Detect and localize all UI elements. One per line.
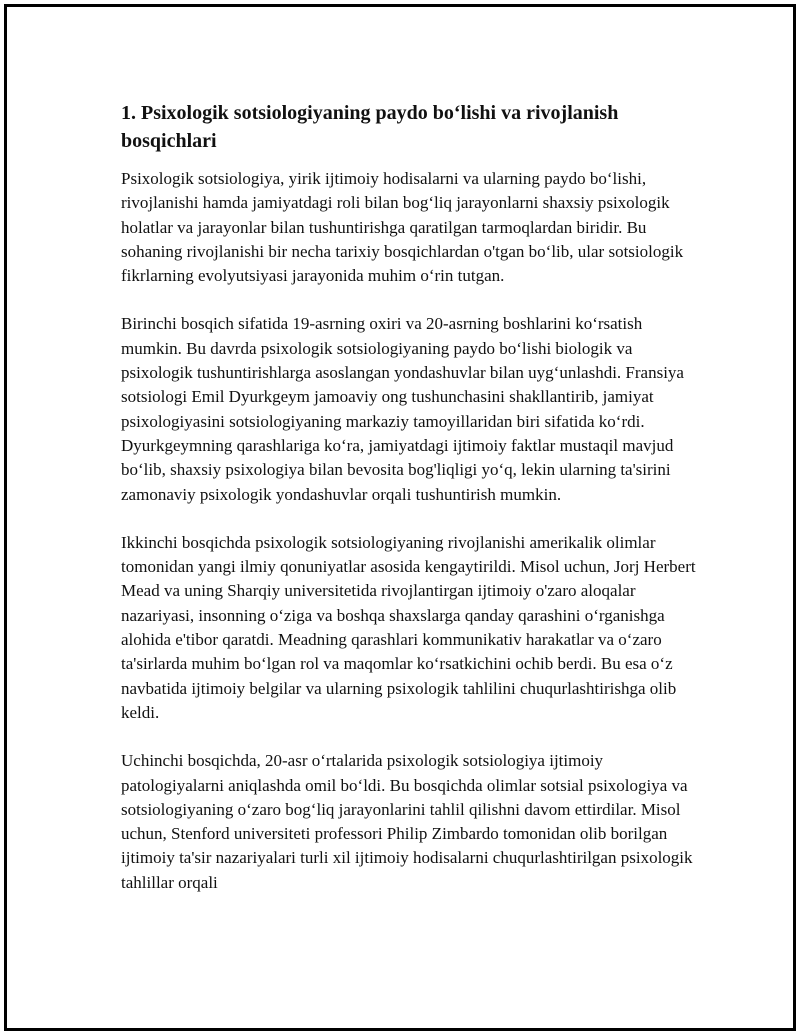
paragraph-second-stage: Ikkinchi bosqichda psixologik sotsiologiyaning rivojlanishi amerikalik olimlar tomonidan yangi ilmiy qonuniyatlar asosida kengaytirildi. Misol uchun, Jorj Herbert Mead va uning Sharqiy universitetida rivojlantirgan ijtimoiy o'zaro aloqalar nazariyasi, insonning o‘ziga va boshqa shaxslarga qanday qarashini o‘rganishga alohida e'tibor qaratdi. Meadning qarashlari kommunikativ harakatlar va o‘zaro ta'sirlarda muhim bo‘lgan rol va maqomlar ko‘rsatkichini ochib berdi. Bu esa o‘z navbatida ijtimoiy belgilar va ularning psixologik tahlilini chuqurlashtirishga olib keldi. bbox=[121, 532, 696, 722]
page-frame bbox=[4, 4, 796, 1031]
document-body bbox=[121, 99, 701, 919]
paragraph-intro: Psixologik sotsiologiya, yirik ijtimoiy hodisalarni va ularning paydo bo‘lishi, rivojlanishi hamda jamiyatdagi roli bilan bog‘liq jarayonlarni shaxsiy psixologik holatlar va jarayonlar bilan tushuntirishga qaratilgan tarmoqlardan biridir. Bu sohaning rivojlanishi bir necha tarixiy bosqichlardan o'tgan bo‘lib, ular sotsiologik fikrlarning evolyutsiyasi jarayonida muhim o‘rin tutgan. bbox=[121, 169, 684, 286]
paragraph-first-stage: Birinchi bosqich sifatida 19-asrning oxiri va 20-asrning boshlarini ko‘rsatish mumkin. Bu davrda psixologik sotsiologiyaning paydo bo‘lishi biologik va psixologik tushuntirishlarga asoslangan yondashuvlar bilan uyg‘unlashdi. Fransiya sotsiologi Emil Dyurkgeym jamoaviy ong tushunchasini shakllantirib, jamiyat psixologiyasini sotsiologiyaning markaziy tamoyillaridan biri sifatida ko‘rdi. Dyurkgeymning qarashlariga ko‘ra, jamiyatdagi ijtimoiy faktlar mustaqil mavjud bo‘lib, shaxsiy psixologiya bilan bevosita bog'liqligi yo‘q, lekin ularning ta'sirini zamonaviy psixologik yondashuvlar orqali tushuntirish mumkin. bbox=[121, 314, 684, 504]
paragraph-third-stage: Uchinchi bosqichda, 20-asr o‘rtalarida psixologik sotsiologiya ijtimoiy patologiyalarni aniqlashda omil bo‘ldi. Bu bosqichda olimlar sotsial psixologiya va sotsiologiyaning o‘zaro bog‘liq jarayonlarini tahlil qilishni davom ettirdilar. Misol uchun, Stenford universiteti professori Philip Zimbardo tomonidan olib borilgan ijtimoiy ta'sir nazariyalari turli xil ijtimoiy hodisalarni chuqurlashtirilgan psixologik tahlillar orqali bbox=[121, 751, 693, 892]
section-heading: 1. Psixologik sotsiologiyaning paydo bo‘lishi va rivojlanish bosqichlari bbox=[121, 102, 619, 152]
